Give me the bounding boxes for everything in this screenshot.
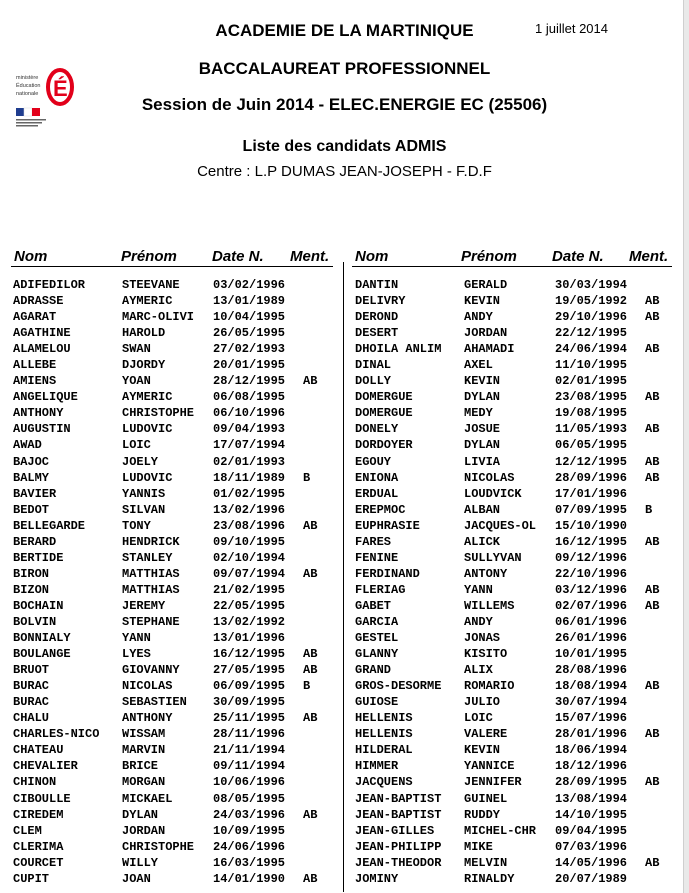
candidate-name: BAJOC xyxy=(13,454,50,469)
candidate-birthdate: 23/08/1995 xyxy=(555,390,628,405)
candidate-name: DELIVRY xyxy=(355,294,406,309)
candidate-name: DOLLY xyxy=(355,374,392,389)
candidate-firstname: DYLAN xyxy=(122,807,159,822)
candidate-firstname: ALICK xyxy=(464,534,501,549)
candidate-birthdate: 13/01/1996 xyxy=(213,631,286,646)
candidate-mention: AB xyxy=(645,454,660,469)
candidate-firstname: JOSUE xyxy=(464,422,501,437)
candidate-name: CLEM xyxy=(13,823,42,838)
candidate-firstname: RUDDY xyxy=(464,807,501,822)
col-header-mention-left: Ment. xyxy=(290,248,330,265)
candidate-firstname: JEREMY xyxy=(122,598,166,613)
candidate-birthdate: 14/10/1995 xyxy=(555,807,628,822)
candidate-name: HILDERAL xyxy=(355,743,413,758)
candidate-birthdate: 22/10/1996 xyxy=(555,566,628,581)
candidate-birthdate: 30/09/1995 xyxy=(213,695,286,710)
candidate-birthdate: 25/11/1995 xyxy=(213,711,286,726)
candidate-firstname: LOUDVICK xyxy=(464,486,522,501)
candidate-firstname: KEVIN xyxy=(464,294,501,309)
candidate-firstname: AHAMADI xyxy=(464,342,515,357)
candidate-name: DEROND xyxy=(355,310,399,325)
candidate-name: JEAN-PHILIPP xyxy=(355,839,442,854)
candidate-name: JEAN-BAPTIST xyxy=(355,807,442,822)
candidate-birthdate: 16/12/1995 xyxy=(213,647,286,662)
candidate-firstname: YOAN xyxy=(122,374,151,389)
candidate-firstname: MARC-OLIVI xyxy=(122,310,195,325)
candidate-firstname: WILLEMS xyxy=(464,598,515,613)
candidate-name: DANTIN xyxy=(355,278,399,292)
candidate-birthdate: 20/07/1989 xyxy=(555,871,628,886)
candidate-firstname: JORDAN xyxy=(122,823,166,838)
candidate-birthdate: 02/10/1994 xyxy=(213,550,286,565)
header-underline-left xyxy=(11,266,333,267)
candidate-birthdate: 13/01/1989 xyxy=(213,294,286,309)
candidate-firstname: WISSAM xyxy=(122,727,166,742)
candidate-birthdate: 28/09/1995 xyxy=(555,775,628,790)
candidate-firstname: WILLY xyxy=(122,855,159,870)
candidate-name: GROS-DESORME xyxy=(355,679,442,694)
candidate-birthdate: 29/10/1996 xyxy=(555,310,628,325)
candidate-firstname: BRICE xyxy=(122,759,159,774)
candidate-name: ANGELIQUE xyxy=(13,390,78,405)
candidate-birthdate: 01/02/1995 xyxy=(213,486,286,501)
candidate-firstname: TONY xyxy=(122,518,151,533)
candidate-birthdate: 10/09/1995 xyxy=(213,823,286,838)
centre-name: Centre : L.P DUMAS JEAN-JOSEPH - F.D.F xyxy=(197,163,492,180)
candidate-name: BEDOT xyxy=(13,502,50,517)
candidate-mention: AB xyxy=(645,598,660,613)
candidate-name: ALAMELOU xyxy=(13,342,71,357)
exam-title: BACCALAUREAT PROFESSIONNEL xyxy=(198,59,491,78)
candidate-name: BURAC xyxy=(13,695,50,710)
candidate-birthdate: 11/10/1995 xyxy=(555,358,628,373)
candidate-birthdate: 12/12/1995 xyxy=(555,454,628,469)
candidate-firstname: YANN xyxy=(122,631,151,646)
candidate-firstname: JACQUES-OL xyxy=(464,518,537,533)
candidate-birthdate: 24/06/1994 xyxy=(555,342,628,357)
candidate-birthdate: 28/09/1996 xyxy=(555,470,628,485)
candidate-firstname: MICKAEL xyxy=(122,791,173,806)
candidate-mention: AB xyxy=(645,422,660,437)
candidate-name: DESERT xyxy=(355,326,399,341)
academy-title: ACADEMIE DE LA MARTINIQUE xyxy=(215,21,474,40)
col-header-nom-left: Nom xyxy=(14,248,48,265)
candidate-firstname: STEPHANE xyxy=(122,614,180,629)
candidate-name: AMIENS xyxy=(13,374,57,389)
candidate-birthdate: 28/01/1996 xyxy=(555,727,628,742)
candidate-firstname: ALBAN xyxy=(464,502,501,517)
session-title: Session de Juin 2014 - ELEC.ENERGIE EC (25506) xyxy=(141,95,548,114)
candidate-mention: AB xyxy=(303,566,318,581)
candidate-birthdate: 08/05/1995 xyxy=(213,791,286,806)
col-header-mention-right: Ment. xyxy=(629,248,669,265)
candidate-birthdate: 10/01/1995 xyxy=(555,647,628,662)
candidate-name: DOMERGUE xyxy=(355,390,413,405)
candidate-firstname: LYES xyxy=(122,647,151,662)
candidate-firstname: YANN xyxy=(464,582,493,597)
candidate-firstname: HENDRICK xyxy=(122,534,180,549)
candidate-firstname: MICHEL-CHR xyxy=(464,823,537,838)
candidate-birthdate: 16/12/1995 xyxy=(555,534,628,549)
candidate-name: BELLEGARDE xyxy=(13,518,86,533)
candidate-firstname: HAROLD xyxy=(122,326,166,341)
document-date: 1 juillet 2014 xyxy=(535,21,608,36)
candidate-birthdate: 18/11/1989 xyxy=(213,470,286,485)
candidate-mention: AB xyxy=(303,663,318,678)
candidate-birthdate: 02/07/1996 xyxy=(555,598,628,613)
candidate-mention: B xyxy=(303,470,311,485)
candidate-name: ANTHONY xyxy=(13,406,64,421)
candidate-name: GESTEL xyxy=(355,631,399,646)
candidate-name: BIRON xyxy=(13,566,50,581)
candidate-firstname: GUINEL xyxy=(464,791,508,806)
candidate-birthdate: 27/02/1993 xyxy=(213,342,286,357)
candidate-firstname: MATTHIAS xyxy=(122,566,180,581)
candidate-birthdate: 09/07/1994 xyxy=(213,566,286,581)
candidate-name: GARCIA xyxy=(355,614,399,629)
candidate-firstname: AXEL xyxy=(464,358,493,373)
candidate-firstname: DJORDY xyxy=(122,358,166,373)
candidate-firstname: LOIC xyxy=(122,438,151,453)
candidate-birthdate: 06/08/1995 xyxy=(213,390,286,405)
candidate-firstname: YANNIS xyxy=(122,486,166,501)
candidate-name: BONNIALY xyxy=(13,631,71,646)
candidate-name: HELLENIS xyxy=(355,711,413,726)
candidate-firstname: JORDAN xyxy=(464,326,508,341)
logo-line-1: ministère xyxy=(16,75,39,81)
candidate-firstname: JONAS xyxy=(464,631,501,646)
candidate-mention: AB xyxy=(645,679,660,694)
logo-line-3: nationale xyxy=(16,91,39,97)
candidate-firstname: SWAN xyxy=(122,342,151,357)
candidate-firstname: DYLAN xyxy=(464,438,501,453)
candidate-name: GUIOSE xyxy=(355,695,399,710)
candidate-firstname: YANNICE xyxy=(464,759,515,774)
candidate-firstname: LUDOVIC xyxy=(122,470,173,485)
col-header-date-right: Date N. xyxy=(552,248,604,265)
candidate-mention: AB xyxy=(645,294,660,309)
candidate-birthdate: 28/12/1995 xyxy=(213,374,286,389)
candidate-firstname: ANTONY xyxy=(464,566,508,581)
candidate-firstname: LIVIA xyxy=(464,454,501,469)
candidate-mention: AB xyxy=(645,390,660,405)
candidate-name: FENINE xyxy=(355,550,399,565)
candidate-birthdate: 22/12/1995 xyxy=(555,326,628,341)
candidate-name: FLERIAG xyxy=(355,582,406,597)
candidate-name: BALMY xyxy=(13,470,50,485)
candidate-birthdate: 06/09/1995 xyxy=(213,679,286,694)
candidate-name: FARES xyxy=(355,534,392,549)
candidate-birthdate: 07/03/1996 xyxy=(555,839,628,854)
candidate-birthdate: 02/01/1993 xyxy=(213,454,286,469)
candidate-birthdate: 15/07/1996 xyxy=(555,711,628,726)
candidate-name: BOULANGE xyxy=(13,647,71,662)
candidate-firstname: VALERE xyxy=(464,727,508,742)
candidate-mention: AB xyxy=(645,310,660,325)
candidate-firstname: LUDOVIC xyxy=(122,422,173,437)
candidate-birthdate: 19/08/1995 xyxy=(555,406,628,421)
candidate-birthdate: 27/05/1995 xyxy=(213,663,286,678)
candidate-firstname: CHRISTOPHE xyxy=(122,839,195,854)
candidate-name: DINAL xyxy=(355,358,392,373)
candidate-name: GLANNY xyxy=(355,647,399,662)
candidate-birthdate: 03/12/1996 xyxy=(555,582,628,597)
candidate-name: ALLEBE xyxy=(13,358,57,373)
candidate-name: FERDINAND xyxy=(355,566,420,581)
candidate-firstname: GERALD xyxy=(464,278,508,292)
candidate-birthdate: 28/11/1996 xyxy=(213,727,286,742)
candidate-mention: AB xyxy=(303,647,318,662)
candidate-mention: AB xyxy=(303,871,318,886)
candidate-firstname: NICOLAS xyxy=(122,679,173,694)
candidate-birthdate: 19/05/1992 xyxy=(555,294,628,309)
candidate-birthdate: 16/03/1995 xyxy=(213,855,286,870)
candidate-name: JEAN-THEODOR xyxy=(355,855,442,870)
candidate-firstname: ANDY xyxy=(464,310,493,325)
col-header-nom-right: Nom xyxy=(355,248,389,265)
candidate-firstname: ANDY xyxy=(464,614,493,629)
candidate-firstname: SEBASTIEN xyxy=(122,695,187,710)
candidate-birthdate: 24/03/1996 xyxy=(213,807,286,822)
candidate-birthdate: 09/10/1995 xyxy=(213,534,286,549)
candidate-firstname: MARVIN xyxy=(122,743,166,758)
candidate-firstname: NICOLAS xyxy=(464,470,515,485)
candidate-name: BRUOT xyxy=(13,663,50,678)
candidate-name: AWAD xyxy=(13,438,42,453)
candidate-birthdate: 30/07/1994 xyxy=(555,695,628,710)
candidate-name: BERTIDE xyxy=(13,550,64,565)
candidate-birthdate: 14/01/1990 xyxy=(213,871,286,886)
candidate-firstname: MORGAN xyxy=(122,775,166,790)
candidate-name: BURAC xyxy=(13,679,50,694)
candidate-name: GRAND xyxy=(355,663,392,678)
candidate-birthdate: 26/01/1996 xyxy=(555,631,628,646)
candidate-firstname: CHRISTOPHE xyxy=(122,406,195,421)
candidate-name: CUPIT xyxy=(13,871,50,886)
candidate-mention: AB xyxy=(645,775,660,790)
candidate-birthdate: 03/02/1996 xyxy=(213,278,286,292)
candidate-birthdate: 21/11/1994 xyxy=(213,743,286,758)
candidate-birthdate: 30/03/1994 xyxy=(555,278,628,292)
candidate-name: CHEVALIER xyxy=(13,759,78,774)
candidate-firstname: ALIX xyxy=(464,663,493,678)
candidate-name: EUPHRASIE xyxy=(355,518,420,533)
candidate-firstname: LOIC xyxy=(464,711,493,726)
candidate-birthdate: 11/05/1993 xyxy=(555,422,628,437)
column-divider xyxy=(343,262,344,892)
candidate-birthdate: 15/10/1990 xyxy=(555,518,628,533)
candidate-mention: AB xyxy=(645,470,660,485)
candidate-firstname: STEEVANE xyxy=(122,278,180,292)
list-title: Liste des candidats ADMIS xyxy=(242,138,447,155)
candidate-name: CHALU xyxy=(13,711,50,726)
candidate-birthdate: 09/04/1993 xyxy=(213,422,286,437)
candidate-birthdate: 10/06/1996 xyxy=(213,775,286,790)
col-header-date-left: Date N. xyxy=(212,248,264,265)
candidate-firstname: MEDY xyxy=(464,406,493,421)
candidate-name: ADIFEDILOR xyxy=(13,278,86,292)
candidate-firstname: MELVIN xyxy=(464,855,508,870)
candidate-firstname: RINALDY xyxy=(464,871,515,886)
candidate-birthdate: 28/08/1996 xyxy=(555,663,628,678)
candidate-mention: AB xyxy=(645,342,660,357)
candidate-name: JOMINY xyxy=(355,871,399,886)
logo-line-2: Éducation xyxy=(16,83,41,89)
candidate-name: DONELY xyxy=(355,422,399,437)
candidate-firstname: JENNIFER xyxy=(464,775,522,790)
candidate-name: EREPMOC xyxy=(355,502,406,517)
candidate-birthdate: 24/06/1996 xyxy=(213,839,286,854)
candidate-birthdate: 13/02/1992 xyxy=(213,614,286,629)
window-frame-edge xyxy=(683,0,689,893)
candidate-name: DHOILA ANLIM xyxy=(355,342,442,357)
candidate-name: ADRASSE xyxy=(13,294,64,309)
candidate-firstname: KEVIN xyxy=(464,743,501,758)
candidate-name: BOLVIN xyxy=(13,614,57,629)
candidate-mention: AB xyxy=(645,534,660,549)
header-underline-right xyxy=(352,266,672,267)
candidate-name: BIZON xyxy=(13,582,50,597)
candidate-name: CHATEAU xyxy=(13,743,64,758)
candidate-birthdate: 09/12/1996 xyxy=(555,550,628,565)
candidate-name: DORDOYER xyxy=(355,438,413,453)
candidate-birthdate: 22/05/1995 xyxy=(213,598,286,613)
candidate-name: BAVIER xyxy=(13,486,57,501)
candidate-name: JACQUENS xyxy=(355,775,413,790)
candidate-birthdate: 06/10/1996 xyxy=(213,406,286,421)
candidate-firstname: JOAN xyxy=(122,871,151,886)
candidate-mention: AB xyxy=(303,711,318,726)
candidate-firstname: ANTHONY xyxy=(122,711,173,726)
candidate-firstname: MIKE xyxy=(464,839,493,854)
candidate-firstname: MATTHIAS xyxy=(122,582,180,597)
candidate-name: GABET xyxy=(355,598,392,613)
candidate-firstname: KISITO xyxy=(464,647,508,662)
candidate-firstname: ROMARIO xyxy=(464,679,515,694)
candidate-birthdate: 13/02/1996 xyxy=(213,502,286,517)
candidate-mention: AB xyxy=(645,727,660,742)
candidate-name: BERARD xyxy=(13,534,57,549)
candidate-birthdate: 23/08/1996 xyxy=(213,518,286,533)
candidate-birthdate: 09/04/1995 xyxy=(555,823,628,838)
candidate-birthdate: 02/01/1995 xyxy=(555,374,628,389)
candidate-firstname: KEVIN xyxy=(464,374,501,389)
candidate-name: COURCET xyxy=(13,855,64,870)
candidate-name: AGARAT xyxy=(13,310,57,325)
candidate-birthdate: 09/11/1994 xyxy=(213,759,286,774)
candidate-name: CHINON xyxy=(13,775,57,790)
candidate-name: AUGUSTIN xyxy=(13,422,71,437)
candidate-name: AGATHINE xyxy=(13,326,71,341)
candidate-name: HIMMER xyxy=(355,759,399,774)
candidate-name: CLERIMA xyxy=(13,839,64,854)
candidate-mention: AB xyxy=(303,807,318,822)
candidate-birthdate: 17/07/1994 xyxy=(213,438,286,453)
candidate-birthdate: 06/05/1995 xyxy=(555,438,628,453)
candidate-firstname: AYMERIC xyxy=(122,294,173,309)
candidate-mention: B xyxy=(303,679,311,694)
candidate-name: JEAN-GILLES xyxy=(355,823,435,838)
candidate-birthdate: 20/01/1995 xyxy=(213,358,286,373)
candidate-name: DOMERGUE xyxy=(355,406,413,421)
candidate-firstname: STANLEY xyxy=(122,550,173,565)
candidate-birthdate: 18/12/1996 xyxy=(555,759,628,774)
candidate-birthdate: 14/05/1996 xyxy=(555,855,628,870)
candidate-birthdate: 18/06/1994 xyxy=(555,743,628,758)
candidate-firstname: SILVAN xyxy=(122,502,166,517)
candidate-firstname: JOELY xyxy=(122,454,159,469)
candidate-name: CIREDEM xyxy=(13,807,64,822)
candidate-mention: AB xyxy=(303,518,318,533)
candidate-name: ERDUAL xyxy=(355,486,399,501)
col-header-prenom-left: Prénom xyxy=(121,248,177,265)
candidate-mention: B xyxy=(645,502,653,517)
candidate-name: JEAN-BAPTIST xyxy=(355,791,442,806)
candidate-birthdate: 06/01/1996 xyxy=(555,614,628,629)
candidate-firstname: JULIO xyxy=(464,695,501,710)
candidate-name: CIBOULLE xyxy=(13,791,71,806)
candidate-birthdate: 26/05/1995 xyxy=(213,326,286,341)
candidate-mention: AB xyxy=(645,855,660,870)
candidate-name: ENIONA xyxy=(355,470,399,485)
candidate-birthdate: 13/08/1994 xyxy=(555,791,628,806)
candidate-name: CHARLES-NICO xyxy=(13,727,100,742)
candidate-name: HELLENIS xyxy=(355,727,413,742)
candidate-firstname: AYMERIC xyxy=(122,390,173,405)
candidate-birthdate: 18/08/1994 xyxy=(555,679,628,694)
candidate-mention: AB xyxy=(645,582,660,597)
candidate-firstname: SULLYVAN xyxy=(464,550,522,565)
candidate-mention: AB xyxy=(303,374,318,389)
candidate-firstname: DYLAN xyxy=(464,390,501,405)
candidate-birthdate: 10/04/1995 xyxy=(213,310,286,325)
candidate-name: EGOUY xyxy=(355,454,392,469)
candidate-firstname: GIOVANNY xyxy=(122,663,180,678)
candidate-birthdate: 21/02/1995 xyxy=(213,582,286,597)
logo-letter: É xyxy=(53,76,68,101)
candidate-birthdate: 07/09/1995 xyxy=(555,502,628,517)
candidate-name: BOCHAIN xyxy=(13,598,64,613)
candidate-birthdate: 17/01/1996 xyxy=(555,486,628,501)
col-header-prenom-right: Prénom xyxy=(461,248,517,265)
